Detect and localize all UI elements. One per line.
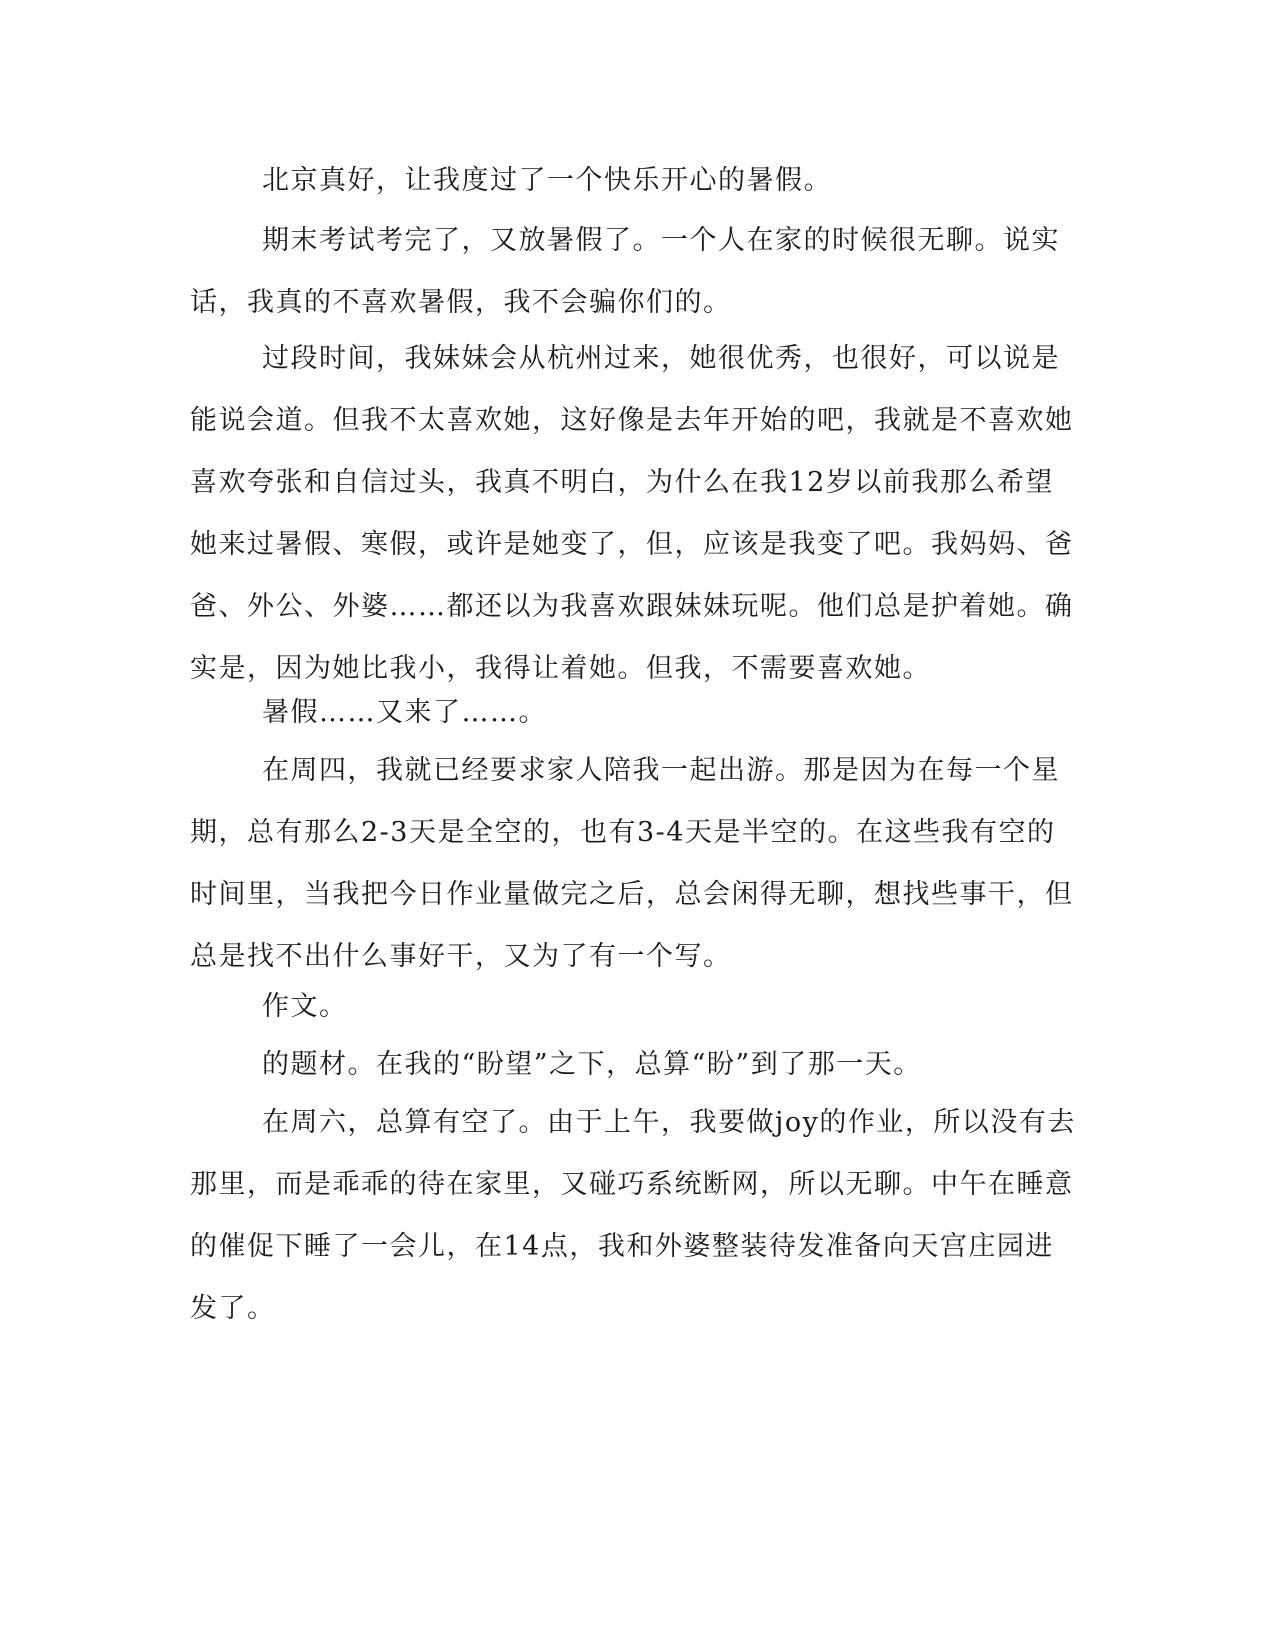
paragraph-1: 北京真好，让我度过了一个快乐开心的暑假。 [262, 165, 832, 196]
paragraph-2: 期末考试考完了，又放暑假了。一个人在家的时候很无聊。说实话，我真的不喜欢暑假，我不会骗你们的。 [190, 225, 1060, 318]
paragraph-6: 作文。 [262, 991, 348, 1022]
paragraph-7: 的题材。在我的“盼望”之下，总算“盼”到了那一天。 [262, 1049, 922, 1080]
paragraph-8: 在周六，总算有空了。由于上午，我要做joy的作业，所以没有去那里，而是乖乖的待在家里，又碰巧系统断网，所以无聊。中午在睡意的催促下睡了一会儿，在14点，我和外婆整装待发准备向天宫庄园进发了。 [190, 1107, 1076, 1324]
paragraph-3: 过段时间，我妹妹会从杭州过来，她很优秀，也很好，可以说是能说会道。但我不太喜欢她，这好像是去年开始的吧，我就是不喜欢她喜欢夸张和自信过头，我真不明白，为什么在我12岁以前我那么希望她来过暑假、寒假，或许是她变了，但，应该是我变了吧。我妈妈、爸爸、外公、外婆……都还以为我喜欢跟妹妹玩呢。他们总是护着她。确实是，因为她比我小，我得让着她。但我，不需要喜欢她。 [190, 343, 1074, 684]
paragraph-5: 在周四，我就已经要求家人陪我一起出游。那是因为在每一个星期，总有那么2-3天是全空的，也有3-4天是半空的。在这些我有空的时间里，当我把今日作业量做完之后，总会闲得无聊，想找些事干，但总是找不出什么事好干，又为了有一个写。 [190, 755, 1074, 972]
paragraph-4: 暑假……又来了……。 [262, 697, 547, 728]
